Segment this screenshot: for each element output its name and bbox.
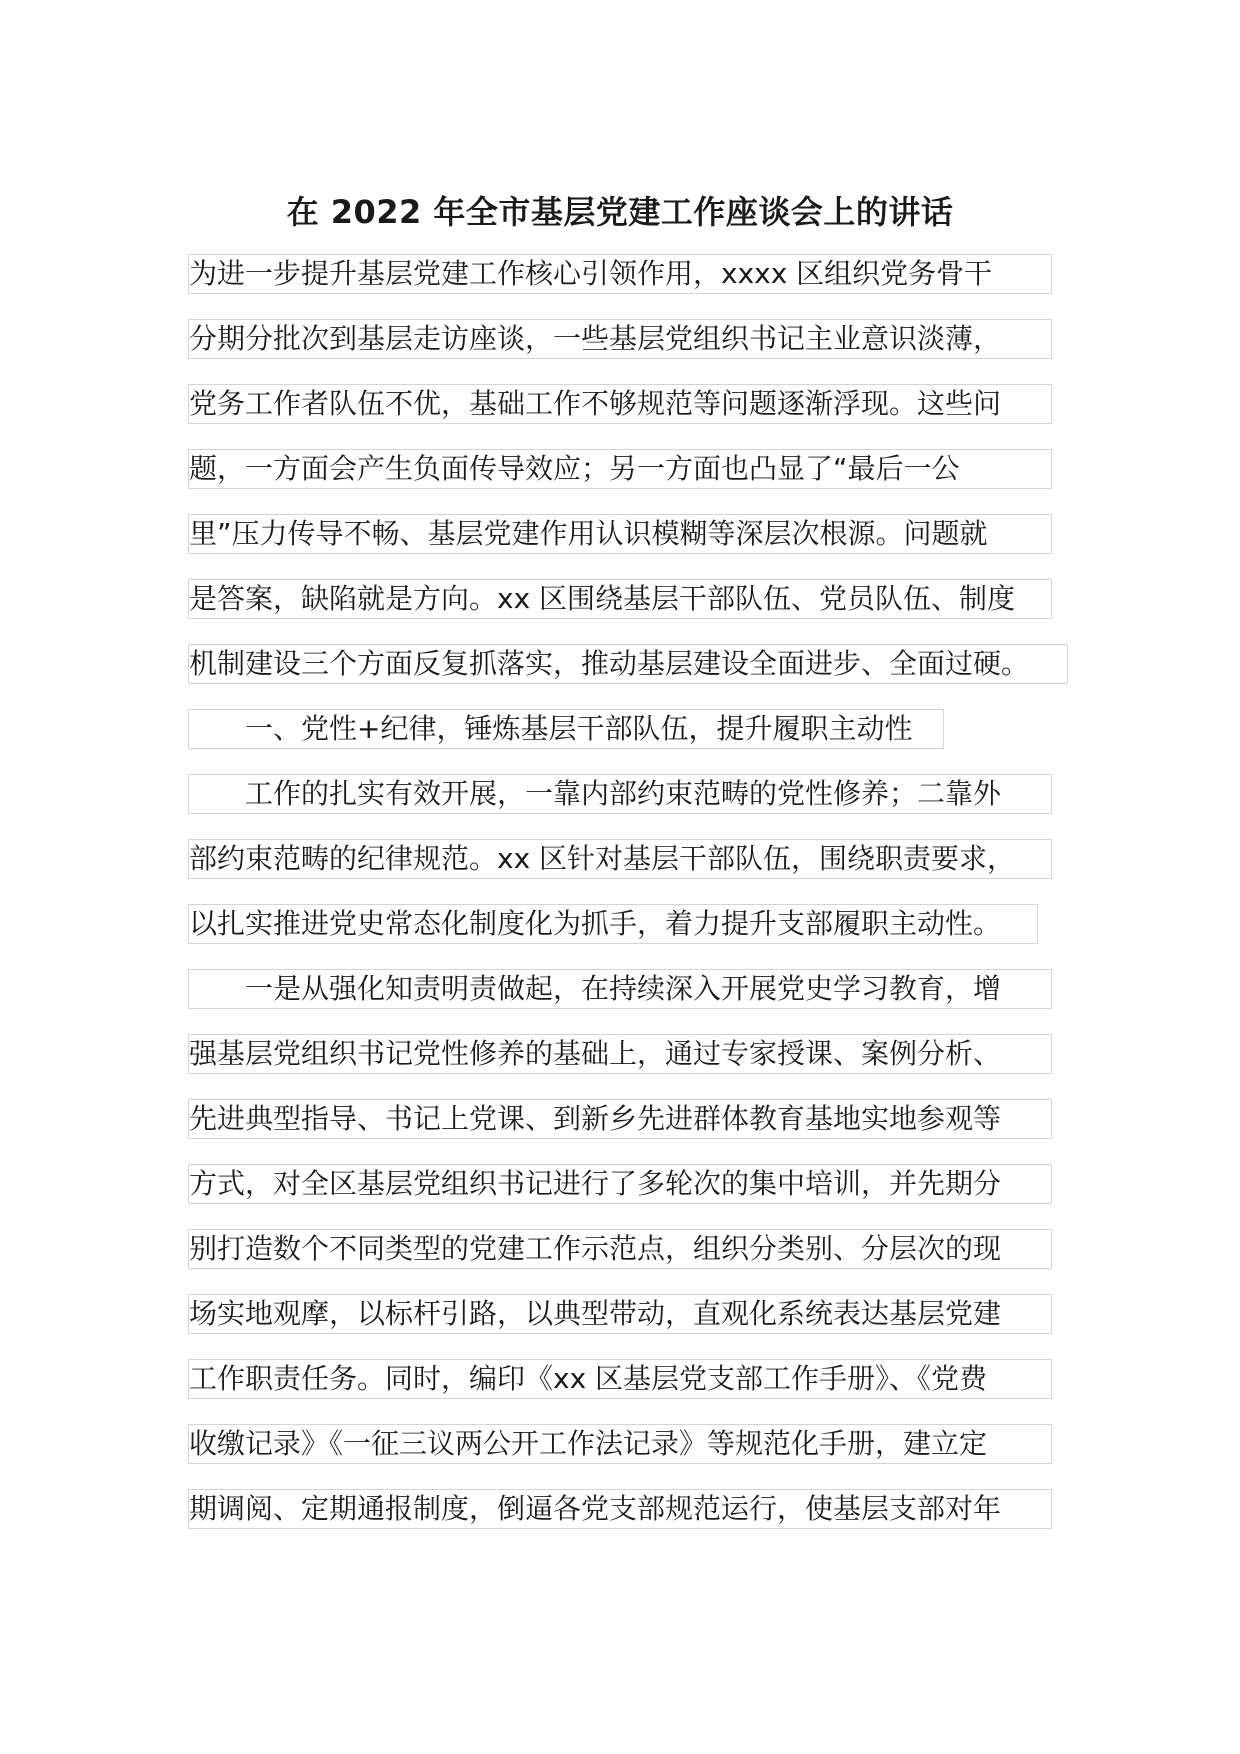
body-line: 强基层党组织书记党性修养的基础上，通过专家授课、案例分析、 bbox=[188, 1034, 1052, 1074]
body-line: 以扎实推进党史常态化制度化为抓手，着力提升支部履职主动性。 bbox=[188, 904, 1038, 944]
body-line: 期调阅、定期通报制度，倒逼各党支部规范运行，使基层支部对年 bbox=[188, 1489, 1052, 1529]
body-line: 为进一步提升基层党建工作核心引领作用，xxxx 区组织党务骨干 bbox=[188, 254, 1052, 294]
body-line: 场实地观摩，以标杆引路，以典型带动，直观化系统表达基层党建 bbox=[188, 1294, 1052, 1334]
body-line: 工作职责任务。同时，编印《xx 区基层党支部工作手册》、《党费 bbox=[188, 1359, 1052, 1399]
body-line: 是答案，缺陷就是方向。xx 区围绕基层干部队伍、党员队伍、制度 bbox=[188, 579, 1052, 619]
body-line: 收缴记录》《一征三议两公开工作法记录》等规范化手册，建立定 bbox=[188, 1424, 1052, 1464]
body-line: 工作的扎实有效开展，一靠内部约束范畴的党性修养；二靠外 bbox=[188, 774, 1052, 814]
body-line: 部约束范畴的纪律规范。xx 区针对基层干部队伍，围绕职责要求， bbox=[188, 839, 1052, 879]
body-line: 题，一方面会产生负面传导效应；另一方面也凸显了“最后一公 bbox=[188, 449, 1052, 489]
section-heading: 一、党性+纪律，锤炼基层干部队伍，提升履职主动性 bbox=[188, 709, 944, 749]
body-line: 方式，对全区基层党组织书记进行了多轮次的集中培训，并先期分 bbox=[188, 1164, 1052, 1204]
body-line: 一是从强化知责明责做起，在持续深入开展党史学习教育，增 bbox=[188, 969, 1052, 1009]
body-line: 先进典型指导、书记上党课、到新乡先进群体教育基地实地参观等 bbox=[188, 1099, 1052, 1139]
body-line: 机制建设三个方面反复抓落实，推动基层建设全面进步、全面过硬。 bbox=[188, 644, 1068, 684]
document-title: 在 2022 年全市基层党建工作座谈会上的讲话 bbox=[286, 193, 954, 231]
body-line: 分期分批次到基层走访座谈，一些基层党组织书记主业意识淡薄， bbox=[188, 319, 1052, 359]
body-line: 别打造数个不同类型的党建工作示范点，组织分类别、分层次的现 bbox=[188, 1229, 1052, 1269]
body-line: 党务工作者队伍不优，基础工作不够规范等问题逐渐浮现。这些问 bbox=[188, 384, 1052, 424]
body-line: 里”压力传导不畅、基层党建作用认识模糊等深层次根源。问题就 bbox=[188, 514, 1052, 554]
